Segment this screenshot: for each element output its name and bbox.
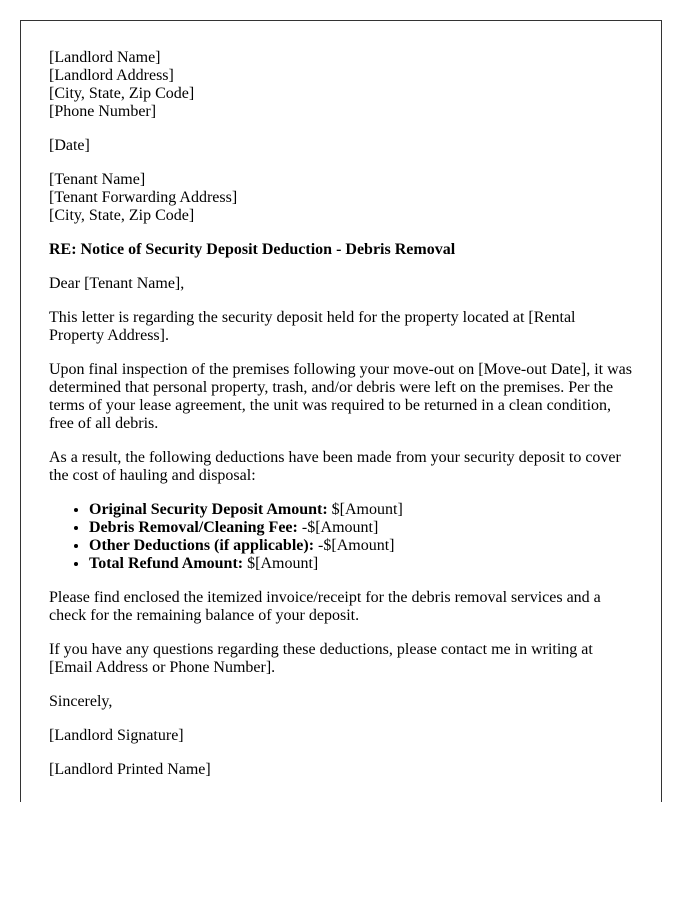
recipient-name: [Tenant Name] <box>49 171 146 188</box>
recipient-city: [City, State, Zip Code] <box>49 207 195 224</box>
body-paragraph: Upon final inspection of the premises following your move-out on [Move-out Date], it was determined that personal property, trash, and/or debris were left on the premises. Per the terms of your lease agreement, the unit was required to be returned in a clean condition, free of all debris. <box>49 361 632 432</box>
printed-name: [Landlord Printed Name] <box>49 761 211 778</box>
recipient-address: [Tenant Forwarding Address] <box>49 189 238 206</box>
deduction-value: $[Amount] <box>243 555 319 572</box>
sender-name: [Landlord Name] <box>49 49 161 66</box>
signoff: Sincerely, <box>49 693 113 710</box>
deduction-label: Other Deductions (if applicable): <box>89 537 315 554</box>
sender-address: [Landlord Address] <box>49 67 174 84</box>
sender-city: [City, State, Zip Code] <box>49 85 195 102</box>
letter-page <box>20 20 662 802</box>
deduction-label: Debris Removal/Cleaning Fee: <box>89 519 298 536</box>
deduction-value: -$[Amount] <box>297 519 379 536</box>
deduction-item <box>89 537 634 555</box>
closing-paragraph: If you have any questions regarding these deductions, please contact me in writing at [Email Address or Phone Number]. <box>49 641 593 676</box>
deduction-item <box>89 519 634 537</box>
subject-text: RE: Notice of Security Deposit Deduction - Debris Removal <box>49 241 456 258</box>
sender-phone: [Phone Number] <box>49 103 157 120</box>
body-paragraph: This letter is regarding the security deposit held for the property located at [Rental Property Address]. <box>49 309 576 344</box>
deduction-value: -$[Amount] <box>314 537 395 554</box>
deduction-label: Total Refund Amount: <box>89 555 244 572</box>
deductions-list <box>49 501 634 573</box>
body-paragraph: As a result, the following deductions have been made from your security deposit to cover the cost of hauling and disposal: <box>49 449 621 484</box>
deduction-value: $[Amount] <box>327 501 403 518</box>
deduction-label: Original Security Deposit Amount: <box>89 501 328 518</box>
closing-paragraph: Please find enclosed the itemized invoice/receipt for the debris removal services and a check for the remaining balance of your deposit. <box>49 589 601 624</box>
subject-line <box>49 241 634 259</box>
signature: [Landlord Signature] <box>49 727 184 744</box>
recipient-block <box>49 171 634 225</box>
deduction-item <box>89 555 634 573</box>
deduction-item <box>89 501 634 519</box>
salutation: Dear [Tenant Name], <box>49 275 185 292</box>
letter-date: [Date] <box>49 137 90 154</box>
sender-block <box>49 49 634 121</box>
